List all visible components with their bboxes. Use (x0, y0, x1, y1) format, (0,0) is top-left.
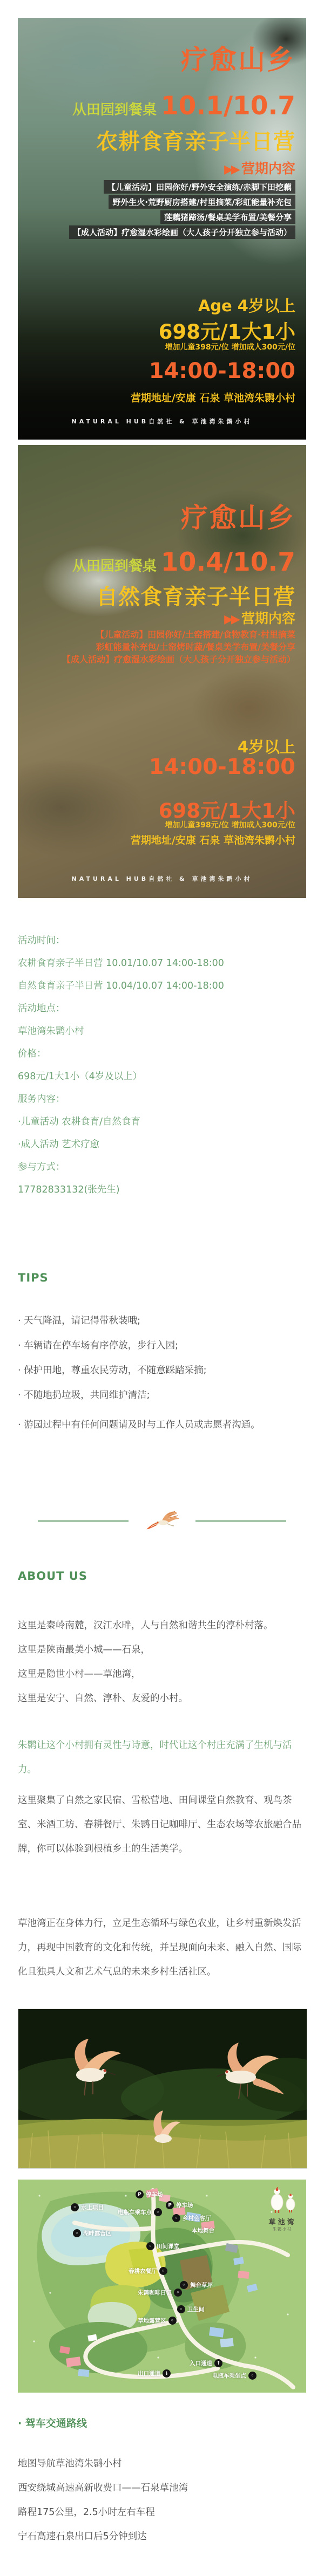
poster-brand-footer: NATURAL HUB自然社 & 草池湾朱鹮小村 (71, 418, 253, 425)
detail-line: 草池湾朱鹮小村 (18, 1026, 84, 1037)
poster-brand-footer: NATURAL HUB自然社 & 草池湾朱鹮小村 (71, 875, 253, 882)
shuttle-icon: ◦ (248, 2372, 256, 2380)
about-intro-line: 这里是秦岭南麓，汉江水畔，人与自然和谐共生的淳朴村落。 (18, 1620, 273, 1631)
activity-list (69, 179, 295, 239)
stage-icon: ◦ (180, 2281, 188, 2289)
shuttle-icon: ◦ (154, 2208, 162, 2216)
camp-address: 营期地址/安康 石泉 草池湾朱鹮小村 (130, 834, 295, 846)
camp-dates: 10.4/10.7 (160, 547, 295, 577)
detail-line: 参与方式： (18, 1162, 65, 1173)
tent-icon: ◦ (73, 2229, 81, 2237)
map-label-local-stage: 本地舞台 (192, 2228, 214, 2234)
camp-dates: 10.1/10.7 (160, 91, 295, 121)
activity-line: 【儿童活动】田园你好/野外安全演练/赤脚下田挖藕 (104, 180, 295, 194)
detail-line: 服务内容： (18, 1094, 65, 1105)
contact-phone[interactable]: 17782833132(张先生) (18, 1184, 120, 1195)
detail-line: 698元/1大1小（4岁及以上） (18, 1071, 143, 1082)
fast-forward-icon: ▶▶ (224, 613, 238, 626)
driving-route-list (18, 2458, 306, 2543)
about-vision-paragraph: 草池湾正在身体力行，立足生态循环与绿色农业，让乡村重新焕发活力，再现中国教育的文化和传统，并呈现面向未来、融入自然、国际化且独具人文和艺术气息的未来乡村生活社区。 (18, 1918, 301, 1977)
age-requirement: 4岁以上 (237, 738, 295, 756)
detail-line: ·儿童活动 农耕食育/自然食育 (18, 1116, 141, 1127)
camp-content-title: 营期内容 (241, 611, 295, 626)
exit-arrow-icon: ↓ (163, 2369, 171, 2378)
tips-list (18, 1314, 306, 1436)
poster-subtitle-row (72, 91, 295, 121)
map-label-stage-lawn: ◦ 舞台草坪 (180, 2281, 213, 2289)
map-label-restroom: ◦ 卫生间 (177, 2305, 205, 2313)
about-intro-line: 这里是隐世小村——草池湾， (18, 1669, 141, 1680)
map-label-field-classroom: ◦ 田间课堂 (146, 2242, 179, 2250)
camp-time: 14:00-18:00 (148, 755, 295, 779)
poster-title: 疗愈山乡 (181, 502, 295, 533)
map-label-grass-camping: 草地露营区 ◦ (138, 2317, 177, 2325)
poi-icon: ◦ (71, 2203, 79, 2211)
activity-list (62, 628, 295, 666)
age-requirement: Age 4岁以上 (198, 297, 295, 315)
about-intro-paragraph (18, 1614, 306, 1711)
map-label-exit: 出口通道 ↓ (138, 2369, 171, 2378)
detail-line: 价格： (18, 1049, 46, 1059)
about-us-heading: ABOUT US (18, 1570, 87, 1582)
classroom-icon: ◦ (146, 2242, 154, 2250)
price-note: 增加儿童398元/位 增加成人300元/位 (165, 821, 295, 830)
activity-details-section (18, 935, 306, 1196)
ibis-mascots-icon (265, 2186, 300, 2214)
entrance-arrow-icon: ↑ (214, 2359, 222, 2367)
camp-name: 农耕食育亲子半日营 (96, 129, 295, 154)
tip-item: · 保护田地，尊重农民劳动，不随意踩踏采摘; (18, 1365, 207, 1376)
village-map[interactable] (18, 2180, 306, 2393)
about-highlight-paragraph: 朱鹮让这个小村拥有灵性与诗意，时代让这个村庄充满了生机与活力。 (18, 1740, 292, 1775)
camp-price: 698元/1大1小 (158, 799, 295, 823)
fast-forward-icon: ▶▶ (224, 163, 238, 176)
farm-to-table-label: 从田园到餐桌 (72, 102, 157, 118)
detail-line: 农耕食育亲子半日营 10.01/10.07 14:00-18:00 (18, 958, 224, 969)
parking-icon: P (136, 2190, 144, 2198)
about-brands-paragraph: 这里聚集了自然之家民宿、雪松营地、田间课堂自然教育、观鸟茶室、米酒工坊、春耕餐厅、朱鹮日记咖啡厅、生态农场等农旅融合品牌，你可以体验到根植乡土的生活美学。 (18, 1795, 301, 1854)
activity-line: 莲藕猪蹄汤/餐桌美学布置/美餐分享 (160, 210, 295, 224)
route-line: 西安绕城高速高新收费口——石泉草池湾 (18, 2483, 188, 2493)
detail-line: 自然食育亲子半日营 10.04/10.07 14:00-18:00 (18, 981, 224, 991)
map-label-shuttle-boarding: 电瓶车乘坐点 ◦ (212, 2372, 256, 2380)
hall-icon: ◦ (172, 2214, 180, 2222)
camp-address: 营期地址/安康 石泉 草池湾朱鹮小村 (130, 392, 295, 404)
parking-icon: P (166, 2201, 174, 2209)
poster-farming-camp[interactable] (18, 18, 306, 440)
map-label-entrance: 入口通道 ↑ (190, 2359, 222, 2367)
activity-line: 彩虹能量补充包/土窑烤时蔬/餐桌美学布置/美餐分享 (96, 642, 295, 652)
tip-item: · 不随地扔垃圾，共同维护清洁; (18, 1390, 150, 1401)
tips-heading: TIPS (18, 1271, 49, 1284)
map-label-reception: ◦ 乡村会客厅 (172, 2214, 211, 2222)
restroom-icon: ◦ (177, 2305, 185, 2313)
activity-line: 【成人活动】疗愈湿水彩绘画（大人孩子分开独立参与活动） (62, 654, 295, 664)
tent-icon: ◦ (168, 2317, 177, 2325)
map-label-water: ◦ 水上项目 (71, 2203, 104, 2211)
map-label-ibis-coffee: 朱鹮咖啡日记 ◦ (138, 2289, 182, 2297)
detail-line: 活动地点： (18, 1003, 65, 1014)
tip-item: · 游园过程中有任何问题请及时与工作人员或志愿者沟通。 (18, 1420, 260, 1430)
camp-content-title: 营期内容 (241, 161, 295, 176)
divider-line-left (38, 1520, 129, 1522)
map-label-lake-camping: ◦ 湖畔露营区 (73, 2229, 112, 2237)
camp-content-header (224, 608, 295, 627)
camp-price: 698元/1大1小 (158, 320, 295, 344)
route-line: 地图导航草池湾朱鹮小村 (18, 2458, 122, 2469)
tip-item: · 车辆请在停车场有序停放，步行入园; (18, 1340, 179, 1351)
crested-ibis-photo[interactable] (18, 2009, 307, 2169)
camp-time: 14:00-18:00 (148, 359, 295, 383)
detail-line: ·成人活动 艺术疗愈 (18, 1139, 100, 1150)
about-intro-line: 这里是安宁、自然、淳朴、友爱的小村。 (18, 1693, 188, 1704)
map-label-shuttle-stop: 电瓶车乘车点 ◦ (118, 2208, 162, 2216)
tip-item: · 天气降温，请记得带秋装哦; (18, 1316, 141, 1326)
activity-line: 【成人活动】疗愈湿水彩绘画（大人孩子分开独立参与活动） (69, 225, 295, 239)
farm-to-table-label: 从田园到餐桌 (72, 558, 157, 574)
restaurant-icon: ◦ (159, 2267, 167, 2275)
divider-line-right (195, 1520, 286, 1522)
poster-subtitle-row (72, 547, 295, 577)
flying-ibis-icon (143, 1508, 181, 1534)
map-label-parking-2: P 停车场 (166, 2201, 193, 2209)
camp-name: 自然食育亲子半日营 (96, 585, 295, 609)
about-intro-line: 这里是陕南最美小城——石泉， (18, 1645, 150, 1655)
section-divider (18, 1509, 306, 1533)
coffee-icon: ◦ (174, 2289, 182, 2297)
route-line: 宁石高速石泉出口后5分钟到达 (18, 2531, 147, 2542)
map-label-parking-1: P 停车场 (136, 2190, 163, 2198)
price-note: 增加儿童398元/位 增加成人300元/位 (165, 343, 295, 352)
route-line: 路程175公里，2.5小时左右车程 (18, 2507, 155, 2518)
activity-line: 野外生火·荒野厨房搭建/村里摘菜/彩虹能量补充包 (109, 195, 295, 209)
poster-title: 疗愈山乡 (181, 44, 295, 76)
poster-nature-camp[interactable] (18, 445, 306, 898)
detail-line: 活动时间： (18, 935, 65, 946)
driving-route-heading: · 驾车交通路线 (18, 2417, 87, 2429)
activity-line: 【儿童活动】田园你好/土窑搭建/食物教育·村里摘菜 (96, 629, 295, 640)
village-logo: 草池湾 朱鹮小村 (264, 2186, 301, 2232)
map-label-farm-restaurant: 春耕农餐厅 ◦ (129, 2267, 167, 2275)
camp-content-header (224, 158, 295, 177)
